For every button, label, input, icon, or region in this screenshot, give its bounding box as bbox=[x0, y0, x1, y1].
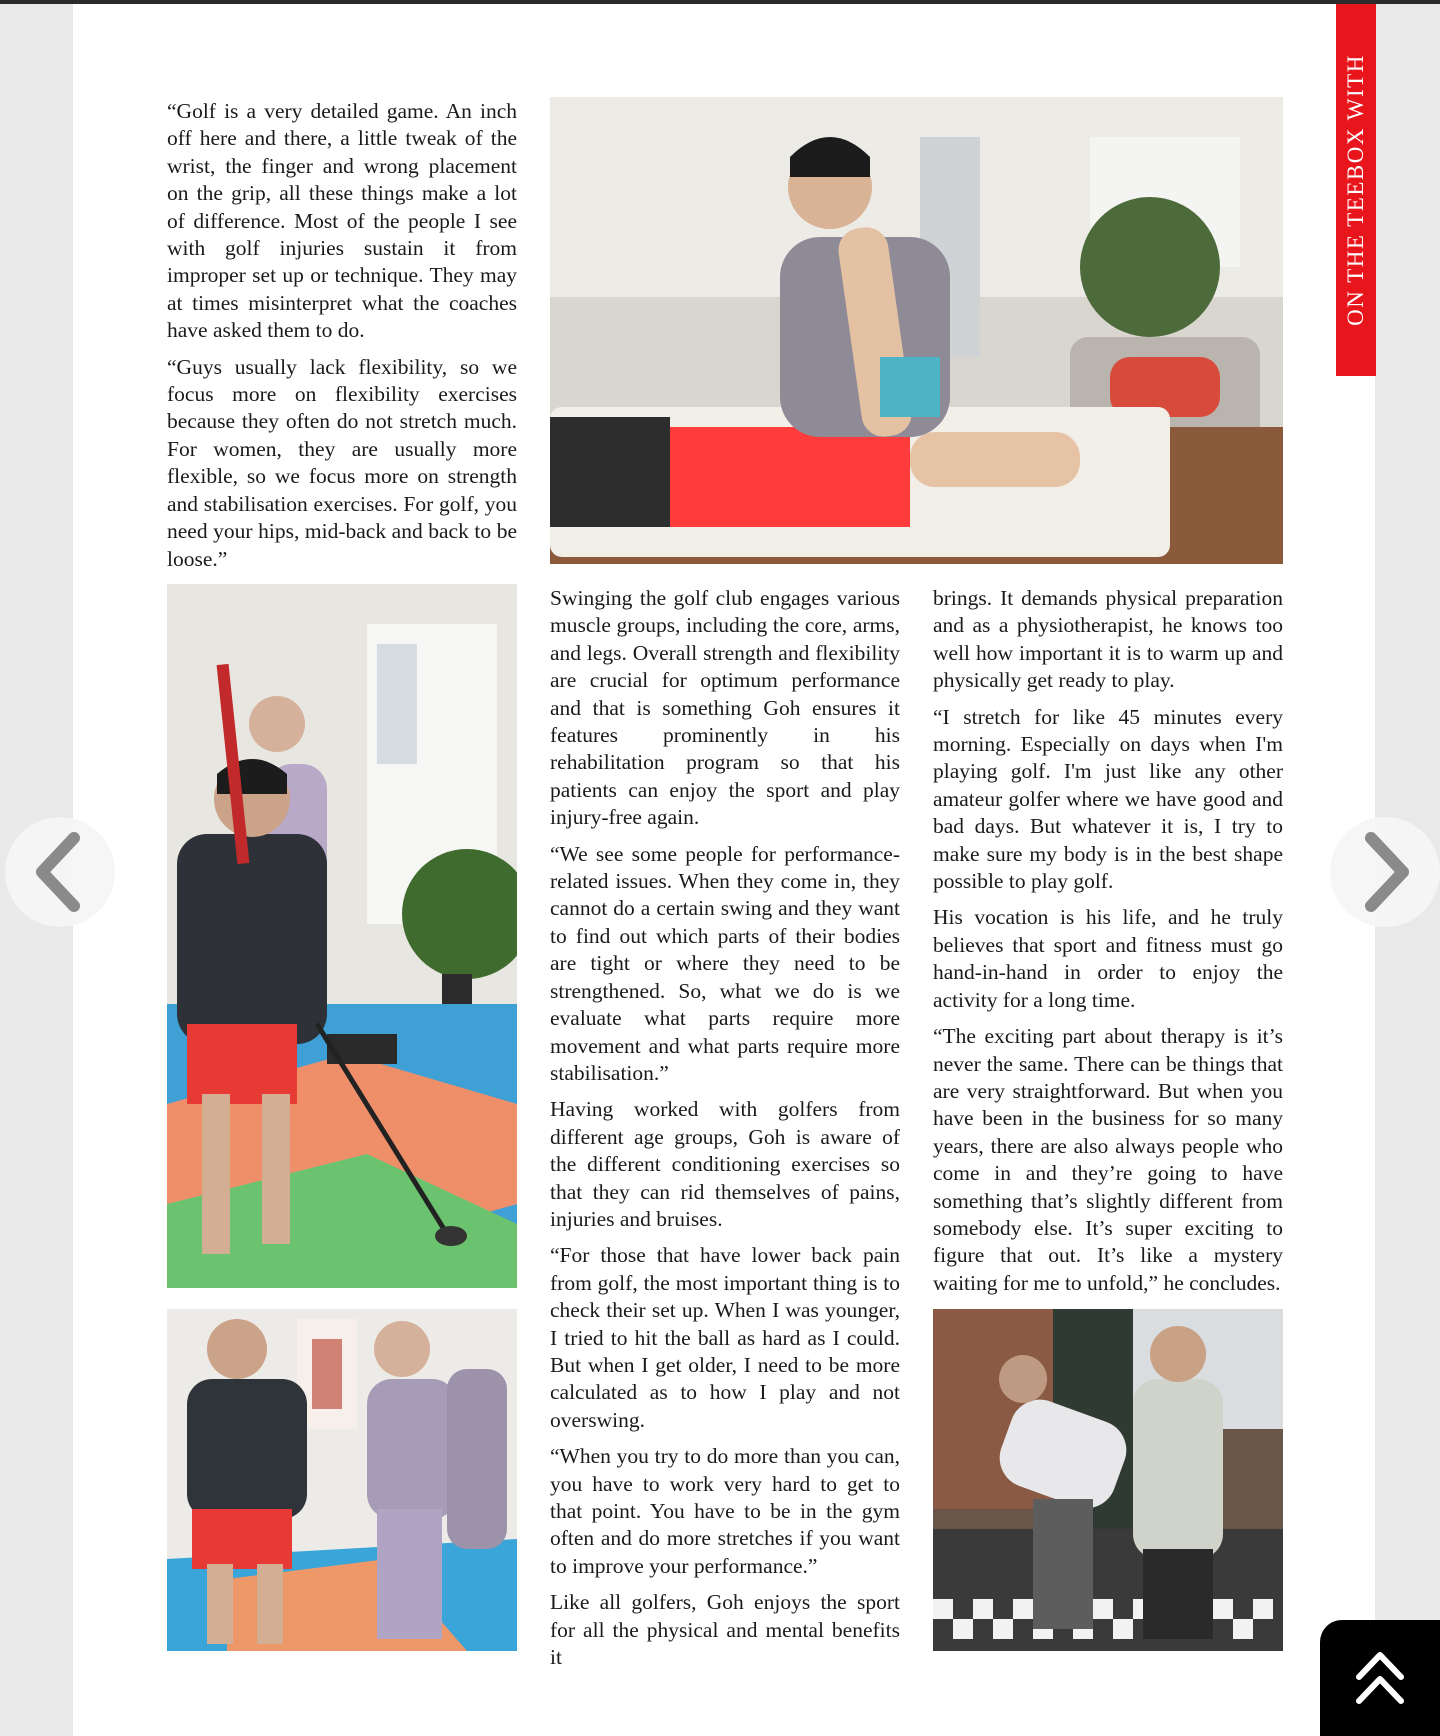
article-column-middle bbox=[550, 585, 900, 1680]
article-column-right bbox=[933, 585, 1283, 1306]
double-chevron-up-icon bbox=[1345, 1643, 1415, 1713]
paragraph: “We see some people for performance-related issues. When they come in, they cannot do a certain swing and they want to find out which parts of their bodies are tight or where they need to be strengthened. So, what we do is we evaluate what parts require more movement and what parts require more stabilisation.” bbox=[550, 841, 900, 1085]
paragraph: “Guys usually lack flexibility, so we focus more on flexibility exercises because they often do not stretch much. For women, they are usually more flexible, so we focus more on strength and stabilisation exercises. For golf, you need your hips, mid-back and back to be loose.” bbox=[167, 354, 517, 571]
paragraph: Swinging the golf club engages various muscle groups, including the core, arms, and legs. Overall strength and flexibility are crucial for optimum performance and that is something Goh ensures it features prominently in his rehabilitation program so that his patients can enjoy the sport and play injury-free again. bbox=[550, 586, 900, 830]
paragraph: His vocation is his life, and he truly believes that sport and fitness must go hand-in-hand in order to enjoy the activity for a long time. bbox=[933, 905, 1283, 1012]
magazine-page bbox=[73, 4, 1375, 1736]
paragraph: “Golf is a very detailed game. An inch off here and there, a little tweak of the wrist, the finger and wrong placement on the grip, all these things make a lot of difference. Most of the people I see with golf injuries sustain it from improper set up or technique. They may at times misinterpret what the coaches have asked them to do. bbox=[167, 99, 517, 343]
chevron-right-icon bbox=[1355, 832, 1415, 912]
photo-leg-stretch bbox=[550, 97, 1283, 564]
next-page-button[interactable] bbox=[1330, 817, 1440, 927]
article-column-left bbox=[167, 98, 517, 582]
photo-presentation bbox=[933, 1309, 1283, 1651]
previous-page-button[interactable] bbox=[5, 817, 115, 927]
paragraph: “The exciting part about therapy is it’s never the same. There can be things that are very straightforward. But when you have been in the business for so many years, there are also always people who come in and they’re going to have something that’s slightly different from somebody else. It’s super exciting to figure that out. It’s like a mystery waiting for me to unfold,” he concludes. bbox=[933, 1024, 1283, 1295]
paragraph: “For those that have lower back pain from golf, the most important thing is to check their set up. When I was younger, I tried to hit the ball as hard as I could. But when I get older, I need to be more calculated as to how I play and not overswing. bbox=[550, 1243, 900, 1432]
section-tab-label: ON THE TEEBOX WITH bbox=[1343, 54, 1369, 326]
section-tab bbox=[1336, 4, 1376, 376]
photo-swing-correction bbox=[167, 1309, 517, 1651]
paragraph: “When you try to do more than you can, you have to work very hard to get to that point. You have to be in the gym often and do more stretches if you want to improve your performance.” bbox=[550, 1444, 900, 1578]
photo-golf-swing-training bbox=[167, 584, 517, 1288]
chevron-left-icon bbox=[30, 832, 90, 912]
paragraph: brings. It demands physical preparation and as a physiotherapist, he knows too well how important it is to warm up and physically get ready to play. bbox=[933, 586, 1283, 693]
paragraph: “I stretch for like 45 minutes every morning. Especially on days when I'm playing golf. I'm just like any other amateur golfer where we have good and bad days. But whatever it is, I try to make sure my body is in the best shape possible to play golf. bbox=[933, 704, 1283, 894]
paragraph: Like all golfers, Goh enjoys the sport for all the physical and mental benefits it bbox=[550, 1590, 900, 1670]
paragraph: Having worked with golfers from different age groups, Goh is aware of the different conditioning exercises so that they can rid themselves of pains, injuries and bruises. bbox=[550, 1097, 900, 1231]
scroll-to-top-button[interactable] bbox=[1320, 1620, 1440, 1736]
